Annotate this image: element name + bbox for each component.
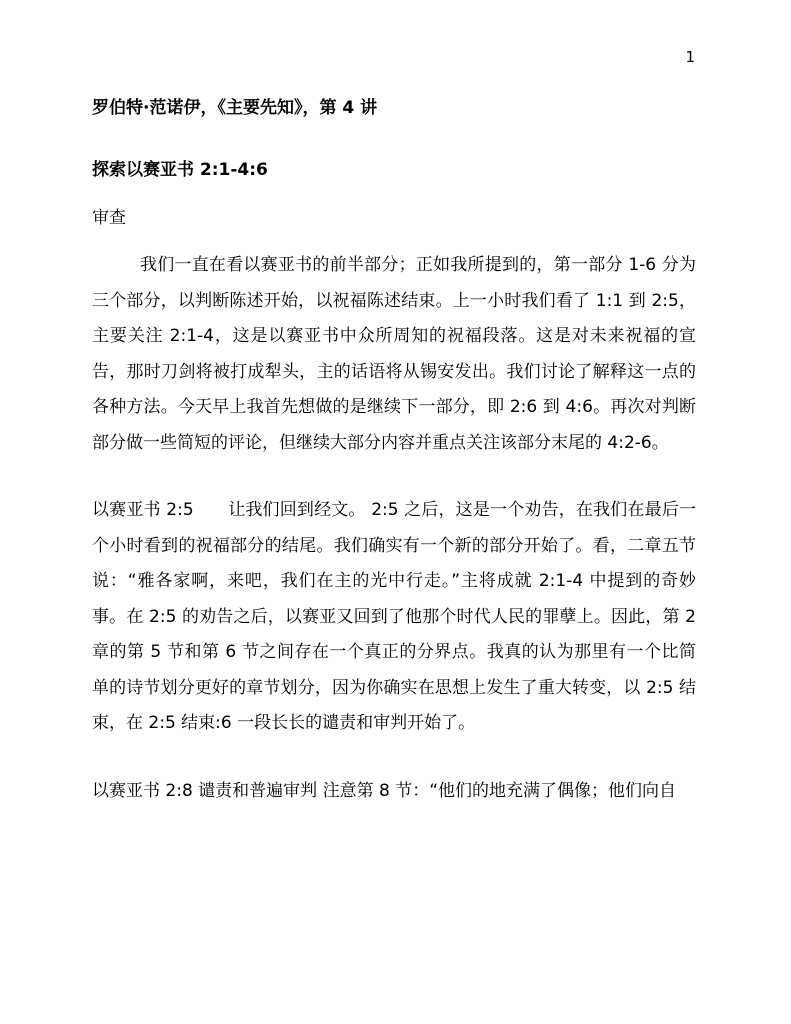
subsection-label: 审查 [92, 208, 126, 228]
paragraph-isaiah-2-8: 以赛亚书 2:8 谴责和普遍审判 注意第 8 节：“他们的地充满了偶像；他们向自 [92, 780, 677, 801]
document-body [92, 96, 696, 809]
paragraph-isaiah-2-5: 以赛亚书 2:5 让我们回到经文。 2:5 之后，这是一个劝告，在我们在最后一个小时看到的祝福部分的结尾。我们确实有一个新的部分开始了。看，二章五节说：“雅各家啊，来吧，我们在主的光中行走。”主将成就 2:1-4 中提到的奇妙事。在 2:5 的劝告之后，以赛亚又回到了他那个时代人民的罪孽上。因此，第 2 章的第 5 节和第 6 节之间存在一个真正的分界点。我真的认为那里有一个比简单的诗节划分更好的章节划分，因为你确实在思想上发生了重大转变，以 2:5 结束，在 2:5 结束:6 一段长长的谴责和审判开始了。 [92, 500, 696, 733]
page-number: 1 [685, 48, 695, 66]
paragraph-gap [92, 461, 696, 493]
document-title: 罗伯特·范诺伊，《主要先知》，第 4 讲 [92, 98, 378, 118]
paragraph-gap [92, 742, 696, 774]
paragraph-intro: 我们一直在看以赛亚书的前半部分；正如我所提到的，第一部分 1-6 分为三个部分，以判断陈述开始，以祝福陈述结束。上一小时我们看了 1:1 到 2:5，主要关注 2:1-4，这是以赛亚书中众所周知的祝福段落。这是对未来祝福的宣告，那时刀剑将被打成犁头，主的话语将从锡安发出。我们讨论了解释这一点的各种方法。今天早上我首先想做的是继续下一部分，即 2:6 到 4:6。再次对判断部分做一些简短的评论，但继续大部分内容并重点关注该部分末尾的 4:2-6。 [92, 255, 696, 453]
section-heading: 探索以赛亚书 2:1-4:6 [92, 160, 268, 180]
